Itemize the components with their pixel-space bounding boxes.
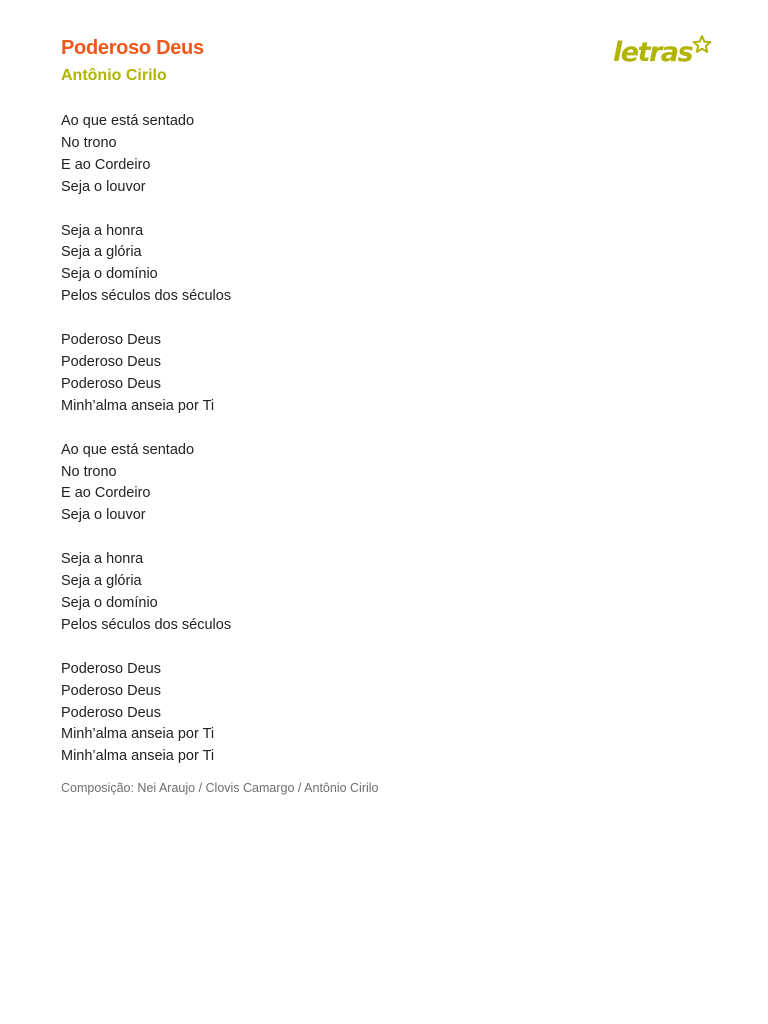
lyric-line: E ao Cordeiro — [61, 485, 151, 502]
lyric-line: Minh’alma anseia por Ti — [61, 726, 215, 743]
star-icon — [694, 36, 711, 52]
lyric-line: No trono — [61, 134, 117, 151]
lyric-line: Poderoso Deus — [61, 332, 161, 349]
lyric-line: Poderoso Deus — [61, 660, 161, 677]
stanza — [61, 440, 701, 528]
lyric-line: Ao que está sentado — [61, 441, 195, 458]
composer-credits: Composição: Nei Araujo / Clovis Camargo / Antônio Cirilo — [61, 781, 379, 795]
lyric-line: Ao que está sentado — [61, 113, 195, 129]
lyric-line: Poderoso Deus — [61, 682, 161, 699]
lyric-line: Minh’alma anseia por Ti — [61, 748, 215, 765]
letras-logo-text: letras — [613, 37, 693, 68]
lyric-line: Pelos séculos dos séculos — [61, 288, 232, 305]
stanza — [61, 111, 701, 199]
lyric-line: Minh’alma anseia por Ti — [61, 397, 215, 414]
lyric-line: Pelos séculos dos séculos — [61, 616, 232, 633]
stanza — [61, 659, 701, 768]
lyric-line: Seja a glória — [61, 244, 142, 261]
song-title: Poderoso Deus — [61, 37, 204, 59]
lyrics-body — [61, 111, 701, 790]
lyric-line: Seja o louvor — [61, 507, 146, 524]
lyric-line: Seja a honra — [61, 551, 144, 568]
lyric-line: Poderoso Deus — [61, 354, 161, 371]
lyric-line: Seja o domínio — [61, 266, 158, 283]
lyric-line: Poderoso Deus — [61, 375, 161, 392]
stanza — [61, 221, 701, 309]
artist-name[interactable]: Antônio Cirilo — [61, 67, 167, 84]
lyric-line: No trono — [61, 463, 117, 480]
letras-logo[interactable] — [612, 34, 712, 68]
lyric-line: Seja o domínio — [61, 595, 158, 612]
lyric-line: Seja a glória — [61, 573, 142, 590]
stanza — [61, 330, 701, 418]
lyric-line: Seja a honra — [61, 222, 144, 239]
lyric-line: Seja o louvor — [61, 178, 146, 195]
lyric-line: E ao Cordeiro — [61, 156, 151, 173]
stanza — [61, 549, 701, 637]
lyric-line: Poderoso Deus — [61, 704, 161, 721]
